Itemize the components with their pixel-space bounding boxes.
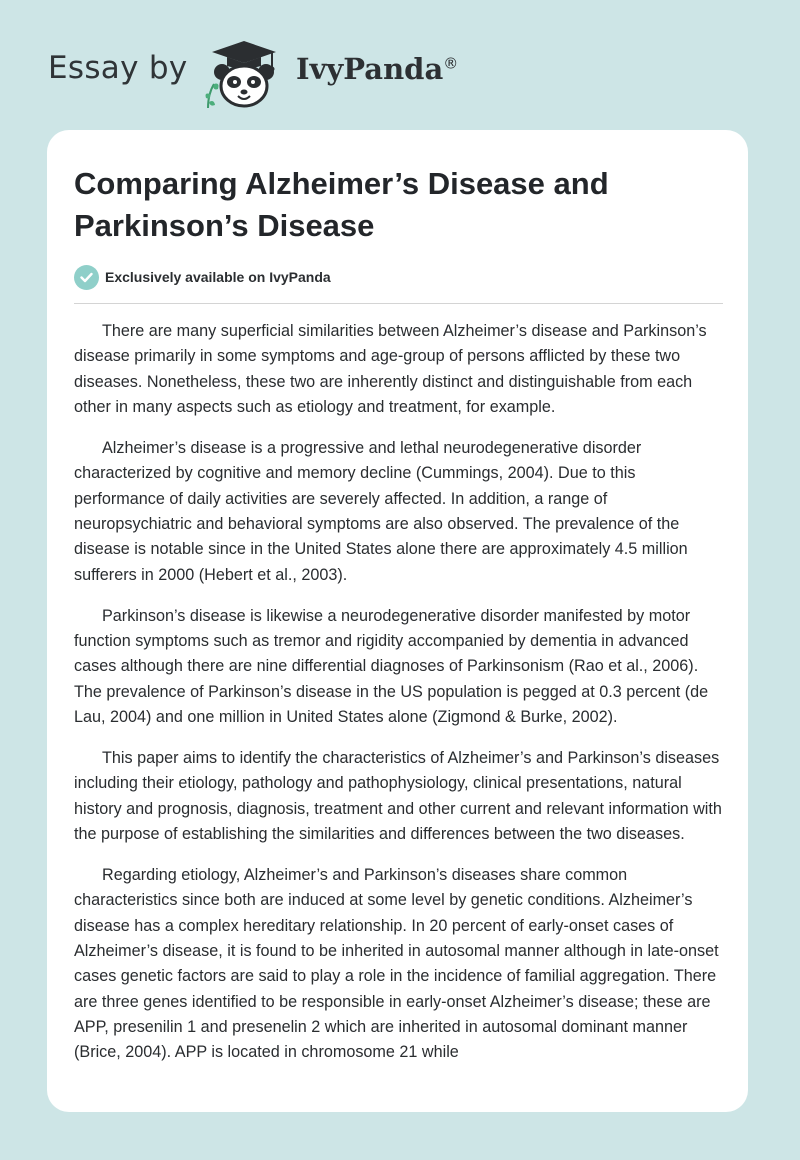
exclusive-badge-text: Exclusively available on IvyPanda [105, 269, 331, 285]
panda-logo-icon[interactable] [198, 38, 290, 110]
paragraph: Parkinson’s disease is likewise a neurodegenerative disorder manifested by motor function symptoms such as tremor and rigidity accompanied by dementia in advanced cases although there are nine differential diagnoses of Parkinsonism (Rao et al., 2006). The prevalence of Parkinson’s disease in the US population is pegged at 0.3 percent (de Lau, 2004) and one million in United States alone (Zigmond & Burke, 2002). [74, 606, 709, 726]
brand-name-text: IvyPanda [296, 52, 444, 86]
essay-card [47, 130, 748, 1112]
paragraph: There are many superficial similarities between Alzheimer’s disease and Parkinson’s disease primarily in some symptoms and age-group of persons afflicted by these two diseases. Nonetheless, these two are inherently distinct and distinguishable from each other in many aspects such as etiology and treatment, for example. [74, 322, 707, 417]
site-header [0, 0, 800, 130]
exclusive-badge [74, 264, 331, 290]
essay-body [74, 319, 726, 1081]
ivypanda-wordmark[interactable] [296, 52, 458, 86]
essay-by-label: Essay by [48, 50, 188, 86]
registered-mark: ® [443, 54, 459, 73]
paragraph: This paper aims to identify the characteristics of Alzheimer’s and Parkinson’s diseases including their etiology, pathology and pathophysiology, clinical presentations, natural history and prognosis, diagnosis, treatment and other current and relevant information with the purpose of establishing the similarities and differences between the two diseases. [74, 748, 722, 843]
essay-title: Comparing Alzheimer’s Disease and Parkinson’s Disease [74, 166, 609, 243]
paragraph: Regarding etiology, Alzheimer’s and Parkinson’s diseases share common characteristics since both are induced at some level by genetic conditions. Alzheimer’s disease has a complex hereditary relationship. In 20 percent of early-onset cases of Alzheimer’s disease, it is found to be inherited in autosomal manner although in late-onset cases genetic factors are said to play a role in the incidence of familial aggregation. There are three genes identified to be responsible in early-onset Alzheimer’s disease; these are APP, presenilin 1 and presenelin 2 which are inherited in autosomal dominant manner (Brice, 2004). APP is located in chromosome 21 while [74, 865, 719, 1062]
title-divider [74, 303, 723, 304]
check-icon [74, 265, 99, 290]
paragraph: Alzheimer’s disease is a progressive and lethal neurodegenerative disorder characterized by cognitive and memory decline (Cummings, 2004). Due to this performance of daily activities are severely affected. In addition, a range of neuropsychiatric and behavioral symptoms are also observed. The prevalence of the disease is notable since in the United States alone there are approximately 4.5 million sufferers in 2000 (Hebert et al., 2003). [74, 438, 688, 584]
